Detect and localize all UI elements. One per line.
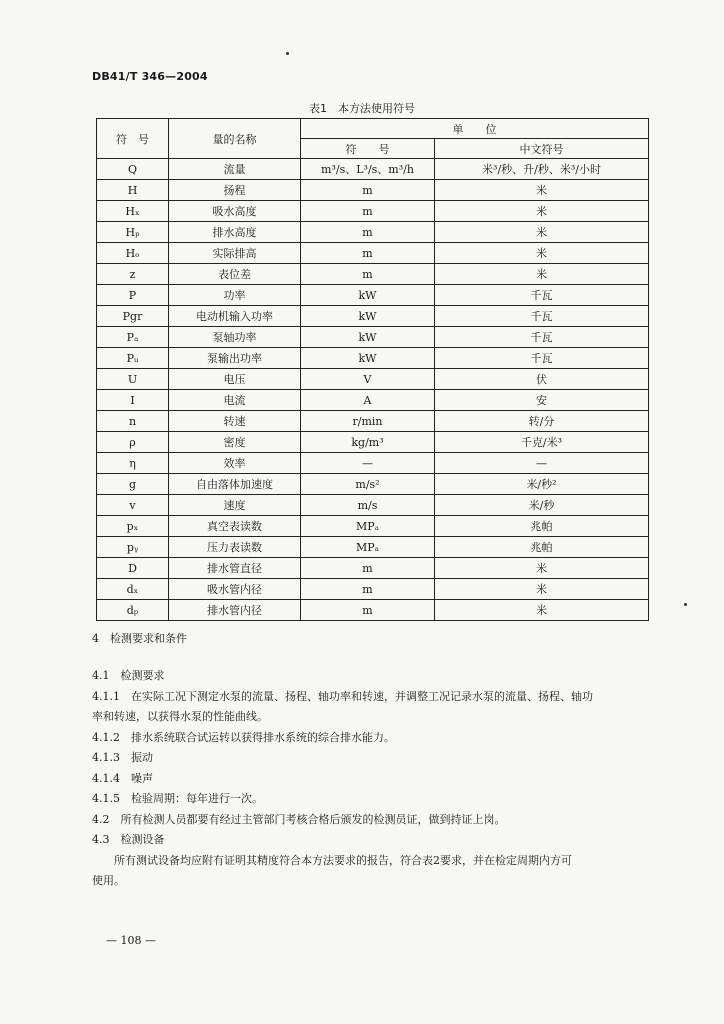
cell-unit-symbol: r/min xyxy=(301,411,435,432)
cell-unit-chinese: 伏 xyxy=(435,369,649,390)
cell-quantity: 速度 xyxy=(169,495,301,516)
cell-unit-chinese: 安 xyxy=(435,390,649,411)
cell-quantity: 表位差 xyxy=(169,264,301,285)
body-line: 4.1.4 噪声 xyxy=(92,771,153,785)
page-number: — 108 — xyxy=(106,934,156,947)
cell-symbol: ρ xyxy=(97,432,169,453)
body-line: 所有测试设备均应附有证明其精度符合本方法要求的报告，符合表2要求，并在检定周期内方可 xyxy=(114,853,572,867)
header-unit-symbol: 符 号 xyxy=(301,139,435,159)
table-row xyxy=(97,411,649,432)
cell-quantity: 吸水高度 xyxy=(169,201,301,222)
cell-quantity: 自由落体加速度 xyxy=(169,474,301,495)
table-row xyxy=(97,264,649,285)
cell-unit-symbol: m xyxy=(301,600,435,621)
table-row xyxy=(97,390,649,411)
body-line: 4.1.3 振动 xyxy=(92,751,153,764)
table-row xyxy=(97,306,649,327)
cell-quantity: 实际排高 xyxy=(169,243,301,264)
table-title: 表1 本方法使用符号 xyxy=(309,102,415,115)
table-row xyxy=(97,222,649,243)
cell-symbol: D xyxy=(97,558,169,579)
cell-unit-symbol: m xyxy=(301,243,435,264)
cell-unit-symbol: kW xyxy=(301,306,435,327)
cell-unit-chinese: 千瓦 xyxy=(435,285,649,306)
cell-quantity: 转速 xyxy=(169,411,301,432)
cell-symbol: Pₐ xyxy=(97,327,169,348)
cell-unit-chinese: 米 xyxy=(435,201,649,222)
cell-unit-chinese: 转/分 xyxy=(435,411,649,432)
body-line: 4.2 所有检测人员都要有经过主管部门考核合格后颁发的检测员证，做到持证上岗。 xyxy=(92,812,506,826)
cell-quantity: 电压 xyxy=(169,369,301,390)
cell-unit-chinese: 千克/米³ xyxy=(435,432,649,453)
table-row xyxy=(97,432,649,453)
cell-quantity: 排水高度 xyxy=(169,222,301,243)
cell-unit-chinese: 兆帕 xyxy=(435,516,649,537)
body-line: 4.1.2 排水系统联合试运转以获得排水系统的综合排水能力。 xyxy=(92,730,395,744)
scan-speck xyxy=(286,52,289,55)
cell-unit-symbol: m xyxy=(301,579,435,600)
cell-unit-symbol: m³/s、L³/s、m³/h xyxy=(301,159,435,180)
cell-unit-chinese: 兆帕 xyxy=(435,537,649,558)
cell-quantity: 流量 xyxy=(169,159,301,180)
cell-quantity: 扬程 xyxy=(169,180,301,201)
cell-symbol: pₓ xyxy=(97,516,169,537)
body-line: 使用。 xyxy=(92,874,125,887)
cell-unit-chinese: 米/秒² xyxy=(435,474,649,495)
cell-unit-symbol: m xyxy=(301,264,435,285)
table-row xyxy=(97,537,649,558)
cell-symbol: Pᵤ xyxy=(97,348,169,369)
section-4-body xyxy=(92,666,662,892)
table-row xyxy=(97,600,649,621)
cell-symbol: Hₓ xyxy=(97,201,169,222)
cell-symbol: Pgr xyxy=(97,306,169,327)
document-code: DB41/T 346—2004 xyxy=(92,70,208,83)
cell-unit-symbol: kg/m³ xyxy=(301,432,435,453)
cell-symbol: P xyxy=(97,285,169,306)
cell-symbol: Hₒ xyxy=(97,243,169,264)
cell-symbol: dₚ xyxy=(97,600,169,621)
cell-quantity: 排水管内径 xyxy=(169,600,301,621)
header-unit: 单 位 xyxy=(301,119,649,139)
cell-quantity: 功率 xyxy=(169,285,301,306)
cell-symbol: Hₚ xyxy=(97,222,169,243)
section-4-title: 4 检测要求和条件 xyxy=(92,632,187,645)
body-line: 4.3 检测设备 xyxy=(92,833,165,846)
cell-quantity: 吸水管内径 xyxy=(169,579,301,600)
cell-symbol: dₓ xyxy=(97,579,169,600)
cell-unit-chinese: 米 xyxy=(435,600,649,621)
cell-unit-symbol: kW xyxy=(301,327,435,348)
table-row xyxy=(97,516,649,537)
header-quantity: 量的名称 xyxy=(169,119,301,159)
table-row xyxy=(97,558,649,579)
cell-unit-symbol: MPₐ xyxy=(301,537,435,558)
cell-unit-symbol: — xyxy=(301,453,435,474)
table-row xyxy=(97,201,649,222)
cell-unit-chinese: 米 xyxy=(435,558,649,579)
cell-unit-symbol: A xyxy=(301,390,435,411)
cell-quantity: 泵轴功率 xyxy=(169,327,301,348)
cell-unit-chinese: 米 xyxy=(435,579,649,600)
table-row xyxy=(97,180,649,201)
cell-unit-symbol: MPₐ xyxy=(301,516,435,537)
cell-unit-chinese: 米³/秒、升/秒、米³/小时 xyxy=(435,159,649,180)
table-row xyxy=(97,348,649,369)
cell-unit-symbol: m xyxy=(301,180,435,201)
cell-unit-chinese: — xyxy=(435,453,649,474)
cell-quantity: 电流 xyxy=(169,390,301,411)
body-line: 4.1.5 检验周期：每年进行一次。 xyxy=(92,792,263,805)
cell-symbol: U xyxy=(97,369,169,390)
table-row xyxy=(97,474,649,495)
cell-unit-chinese: 千瓦 xyxy=(435,327,649,348)
cell-quantity: 效率 xyxy=(169,453,301,474)
cell-symbol: v xyxy=(97,495,169,516)
cell-quantity: 密度 xyxy=(169,432,301,453)
cell-unit-symbol: m xyxy=(301,558,435,579)
cell-unit-symbol: m xyxy=(301,222,435,243)
cell-unit-symbol: m/s xyxy=(301,495,435,516)
cell-symbol: z xyxy=(97,264,169,285)
cell-unit-chinese: 米/秒 xyxy=(435,495,649,516)
cell-unit-symbol: m xyxy=(301,201,435,222)
cell-unit-chinese: 米 xyxy=(435,222,649,243)
cell-symbol: Q xyxy=(97,159,169,180)
cell-unit-chinese: 千瓦 xyxy=(435,306,649,327)
body-line: 率和转速，以获得水泵的性能曲线。 xyxy=(92,710,268,723)
cell-unit-symbol: kW xyxy=(301,285,435,306)
body-line: 4.1.1 在实际工况下测定水泵的流量、扬程、轴功率和转速，并调整工况记录水泵的流量、扬程、轴功 xyxy=(92,689,593,703)
cell-symbol: η xyxy=(97,453,169,474)
scan-speck xyxy=(684,603,687,606)
header-unit-chinese: 中文符号 xyxy=(435,139,649,159)
cell-quantity: 排水管直径 xyxy=(169,558,301,579)
cell-unit-symbol: kW xyxy=(301,348,435,369)
cell-symbol: g xyxy=(97,474,169,495)
cell-unit-chinese: 米 xyxy=(435,264,649,285)
cell-unit-chinese: 米 xyxy=(435,180,649,201)
cell-symbol: H xyxy=(97,180,169,201)
table-row xyxy=(97,453,649,474)
table-row xyxy=(97,495,649,516)
header-symbol: 符 号 xyxy=(97,119,169,159)
table-row xyxy=(97,369,649,390)
body-line: 4.1 检测要求 xyxy=(92,669,165,682)
cell-quantity: 真空表读数 xyxy=(169,516,301,537)
table-row xyxy=(97,243,649,264)
cell-unit-symbol: m/s² xyxy=(301,474,435,495)
cell-quantity: 电动机输入功率 xyxy=(169,306,301,327)
cell-symbol: pᵧ xyxy=(97,537,169,558)
symbol-table xyxy=(96,118,649,621)
table-row xyxy=(97,285,649,306)
cell-unit-chinese: 千瓦 xyxy=(435,348,649,369)
cell-symbol: I xyxy=(97,390,169,411)
cell-symbol: n xyxy=(97,411,169,432)
table-row xyxy=(97,159,649,180)
cell-unit-symbol: V xyxy=(301,369,435,390)
table-row xyxy=(97,579,649,600)
cell-unit-chinese: 米 xyxy=(435,243,649,264)
cell-quantity: 泵输出功率 xyxy=(169,348,301,369)
table-row xyxy=(97,327,649,348)
cell-quantity: 压力表读数 xyxy=(169,537,301,558)
